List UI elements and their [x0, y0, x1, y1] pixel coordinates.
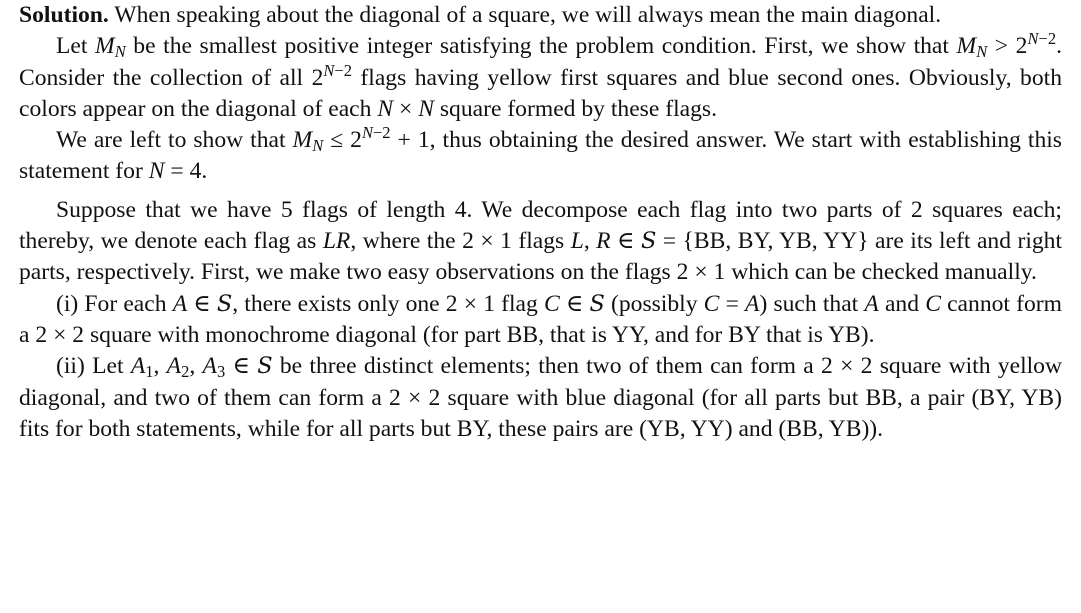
- paragraph-upper-bound: We are left to show that $M_N \le 2^{N-2} + 1$, thus obtaining the desired answer. We start with establishing this statement for N = 4.: [19, 123, 1062, 185]
- paragraph-lower-bound: Let $M_N$ be the smallest positive integer satisfying the problem condition. First, we show that $M_N > 2^{N-2}$. Consider the collection of all $2^{N-2}$ flags having yellow first squares and blue second ones. Obviously, both colors appear on the diagonal of each N × N square formed by these flags.: [19, 29, 1062, 122]
- solution-heading: Solution.: [19, 2, 109, 28]
- observation-ii: (ii) Let $A_1$, $A_2$, $A_3$ ∈ S be three distinct elements; then two of them can form a 2 × 2 square with yellow diagonal, and two of them can form a 2 × 2 square with blue diagonal (for all parts but BB, a pair (BY, YB) fits for both statements, while for all parts but BY, these pairs are (YB, YY) and (BB, YB)).: [19, 353, 1063, 442]
- observation-i: (i) For each A ∈ S, there exists only one 2 × 1 flag C ∈ S (possibly C = A) such that A and C cannot form a 2 × 2 square with monochrome diagonal (for part BB, that is YY, and for BY that is YB).: [19, 290, 1062, 348]
- paragraph-intro: Solution. When speaking about the diagonal of a square, we will always mean the main diagonal.: [19, 2, 942, 28]
- paragraph-decomposition: Suppose that we have 5 flags of length 4. We decompose each flag into two parts of 2 squares each; thereby, we denote each flag as LR, where the 2 × 1 flags L, R ∈ S = {BB, BY, YB, YY} are its left and right parts, respectively. First, we make two easy observations on the flags 2 × 1 which can be checked manually.: [19, 196, 1063, 286]
